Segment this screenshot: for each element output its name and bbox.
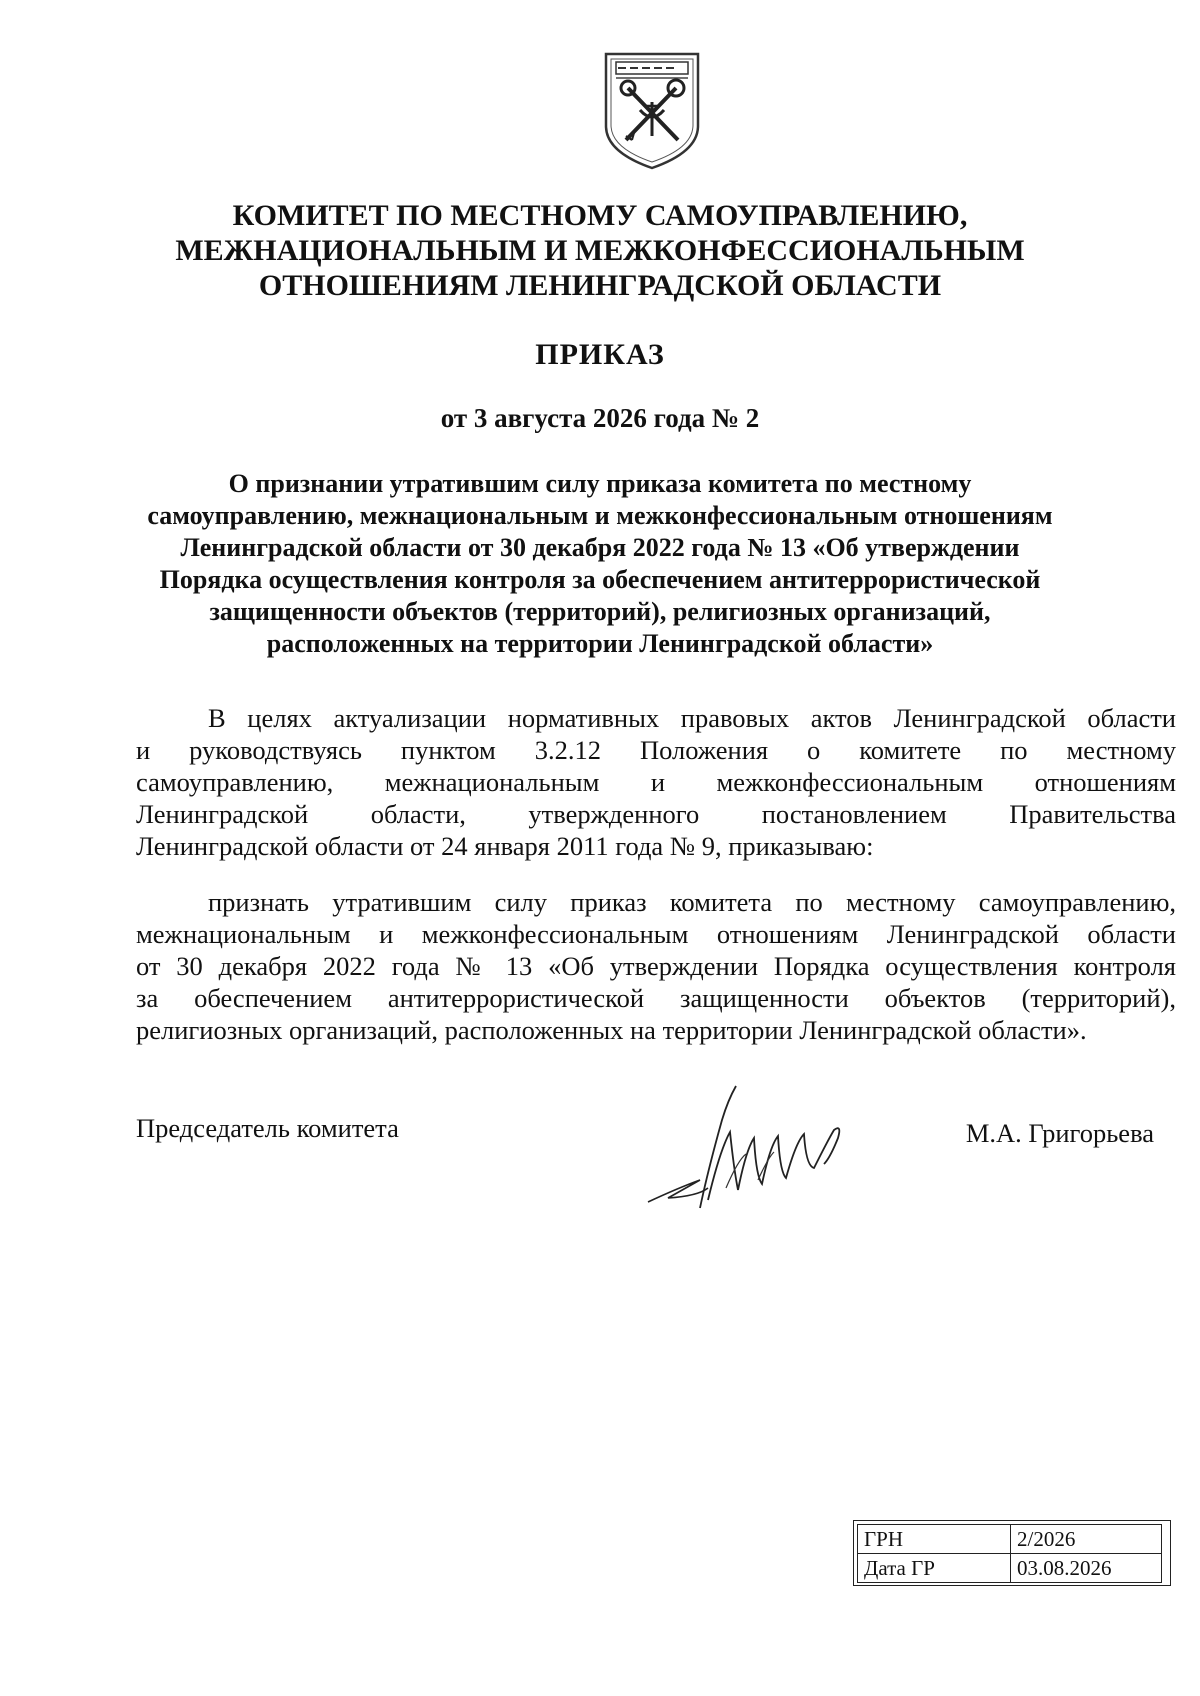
paragraph-line: и руководствуясь пунктом 3.2.12 Положения о комитете по местному: [136, 735, 1176, 765]
paragraph-line: за обеспечением антитеррористической защищенности объектов (территорий),: [136, 983, 1176, 1013]
document-title: [120, 468, 1080, 660]
organization-name: [120, 198, 1080, 303]
signer-name: М.А. Григорьева: [965, 1118, 1154, 1148]
document-type: ПРИКАЗ: [535, 338, 665, 371]
paragraph-line: Ленинградской области от 24 января 2011 года № 9, приказываю:: [136, 831, 874, 861]
registration-value: 2/2026: [1011, 1525, 1162, 1554]
title-line: расположенных на территории Ленинградской области»: [266, 629, 934, 658]
paragraph-line: межнациональным и межконфессиональным отношениям Ленинградской области: [136, 919, 1176, 949]
paragraph-line: Ленинградской области, утвержденного постановлением Правительства: [136, 799, 1176, 829]
title-line: защищенности объектов (территорий), религиозных организаций,: [209, 597, 991, 626]
preamble-paragraph: [136, 702, 1176, 862]
paragraph-line: признать утратившим силу приказ комитета по местному самоуправлению,: [208, 887, 1176, 917]
document-date: от 3 августа 2026 года № 2: [440, 403, 760, 433]
org-line: КОМИТЕТ ПО МЕСТНОМУ САМОУПРАВЛЕНИЮ,: [232, 199, 968, 232]
paragraph-line: самоуправлению, межнациональным и межконфессиональным отношениям: [136, 767, 1176, 797]
signer-position: Председатель комитета: [136, 1113, 399, 1143]
order-paragraph: [136, 886, 1176, 1046]
coat-of-arms-icon: [602, 48, 702, 172]
org-line: МЕЖНАЦИОНАЛЬНЫМ И МЕЖКОНФЕССИОНАЛЬНЫМ: [175, 234, 1025, 267]
registration-key: Дата ГР: [858, 1554, 1011, 1583]
title-line: Ленинградской области от 30 декабря 2022 года № 13 «Об утверждении: [180, 533, 1020, 562]
org-line: ОТНОШЕНИЯМ ЛЕНИНГРАДСКОЙ ОБЛАСТИ: [258, 269, 942, 302]
title-line: О признании утратившим силу приказа комитета по местному: [228, 469, 972, 498]
title-line: самоуправлению, межнациональным и межконфессиональным отношениям: [147, 501, 1053, 530]
title-line: Порядка осуществления контроля за обеспечением антитеррористической: [159, 565, 1041, 594]
paragraph-line: В целях актуализации нормативных правовых актов Ленинградской области: [208, 703, 1176, 733]
registration-key: ГРН: [858, 1525, 1011, 1554]
paragraph-line: от 30 декабря 2022 года № 13 «Об утверждении Порядка осуществления контроля: [136, 951, 1176, 981]
handwritten-signature: [638, 1080, 888, 1220]
paragraph-line: религиозных организаций, расположенных на территории Ленинградской области».: [136, 1015, 1087, 1045]
registration-value: 03.08.2026: [1011, 1554, 1162, 1583]
registration-frame: [853, 1520, 1171, 1586]
